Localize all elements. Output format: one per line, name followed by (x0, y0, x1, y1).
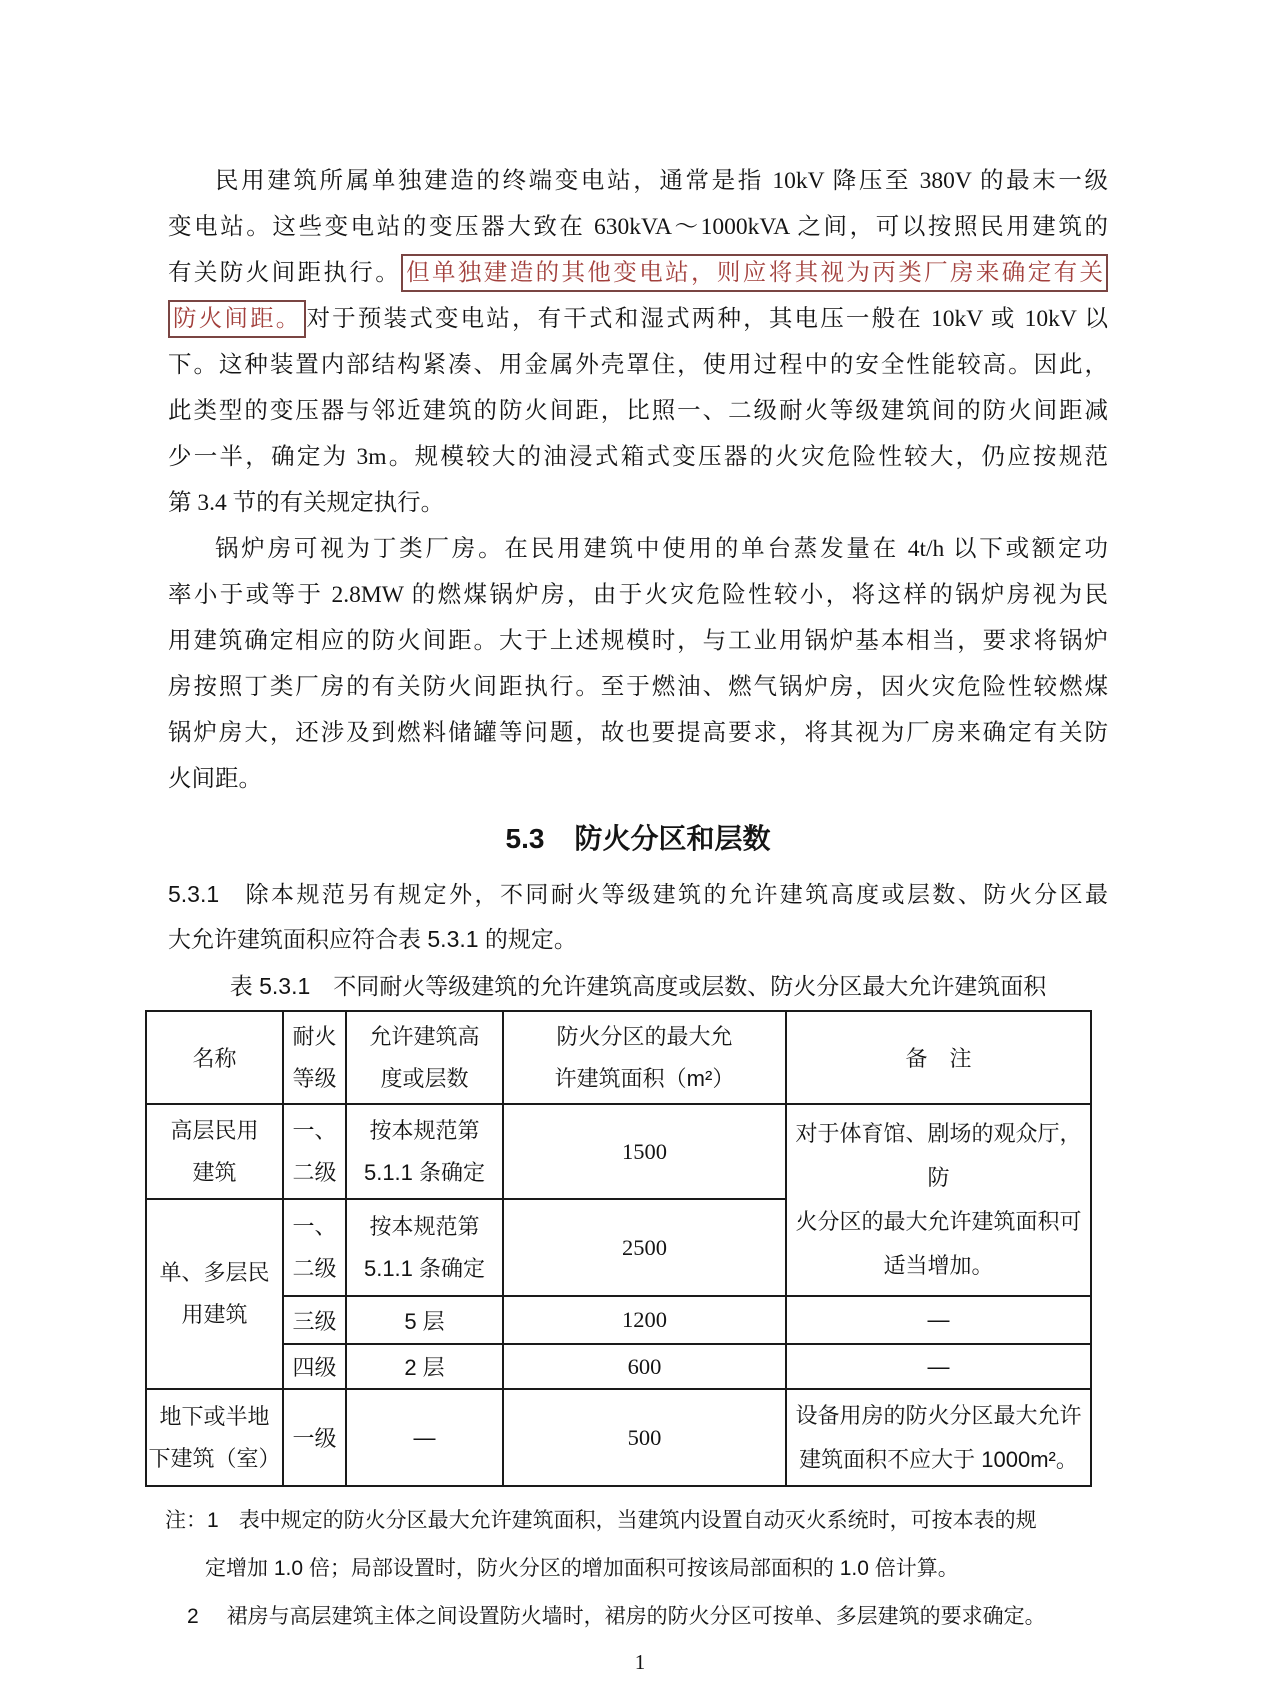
table-row (146, 1344, 1091, 1389)
clause-number: 5.3.1 (168, 881, 220, 907)
note2-line1: 2 裙房与高层建筑主体之间设置防火墙时，裙房的防火分区可按单、多层建筑的要求确定。 (187, 1605, 1046, 1628)
header-remark: 备 注 (786, 1011, 1091, 1104)
note1-line1: 注：1 表中规定的防火分区最大允许建筑面积，当建筑内设置自动灭火系统时，可按本表的规 (165, 1509, 1037, 1532)
cell-area: 1200 (503, 1296, 786, 1344)
body-text (168, 158, 1108, 802)
cell-rating: 四级 (283, 1344, 346, 1389)
cell-area: 1500 (503, 1104, 786, 1199)
table-row (146, 1296, 1091, 1344)
paragraph1-line1: 民用建筑所属单独建造的终端变电站，通常是指 10kV 降压至 380V 的最末一级 (215, 168, 1108, 194)
paragraph2-line4: 房按照丁类厂房的有关防火间距执行。至于燃油、燃气锅炉房，因火灾危险性较燃煤 (168, 674, 1108, 700)
clause-line2: 大允许建筑面积应符合表 5.3.1 的规定。 (168, 926, 577, 952)
cell-remark-dash: — (786, 1344, 1091, 1389)
table-row (146, 1389, 1091, 1486)
cell-name-highrise: 高层民用 建筑 (146, 1104, 283, 1199)
header-fire-rating: 耐火 等级 (283, 1011, 346, 1104)
paragraph1-line3-normal: 有关防火间距执行。 (168, 260, 402, 286)
section-number: 5.3 (505, 823, 545, 854)
header-max-area: 防火分区的最大允 许建筑面积（m²） (503, 1011, 786, 1104)
cell-height: 按本规范第 5.1.1 条确定 (346, 1104, 503, 1199)
paragraph2-line2: 率小于或等于 2.8MW 的燃煤锅炉房，由于火灾危险性较小，将这样的锅炉房视为民 (168, 582, 1108, 608)
paragraph2-line1: 锅炉房可视为丁类厂房。在民用建筑中使用的单台蒸发量在 4t/h 以下或额定功 (215, 536, 1108, 562)
table-notes (165, 1497, 1120, 1641)
note2-label: 2 (187, 1605, 199, 1628)
header-allowed-height: 允许建筑高 度或层数 (346, 1011, 503, 1104)
note1-label: 注：1 (165, 1509, 219, 1532)
table-row (146, 1104, 1091, 1199)
page-number: 1 (634, 1650, 646, 1674)
paragraph2-line5: 锅炉房大，还涉及到燃料储罐等问题，故也要提高要求，将其视为厂房来确定有关防 (168, 720, 1108, 746)
table-caption: 表 5.3.1 不同耐火等级建筑的允许建筑高度或层数、防火分区最大允许建筑面积 (229, 973, 1047, 999)
cell-height: 2 层 (346, 1344, 503, 1389)
cell-remark-row5: 设备用房的防火分区最大允许 建筑面积不应大于 1000m²。 (786, 1389, 1091, 1486)
paragraph2-line6: 火间距。 (168, 766, 262, 792)
cell-name-multistorey: 单、多层民 用建筑 (146, 1199, 283, 1389)
cell-name-underground: 地下或半地 下建筑（室） (146, 1389, 283, 1486)
table-5-3-1 (145, 1010, 1092, 1487)
cell-remark-dash: — (786, 1296, 1091, 1344)
cell-rating: 三级 (283, 1296, 346, 1344)
cell-area: 2500 (503, 1199, 786, 1296)
section-heading (168, 816, 1108, 862)
clause-5-3-1 (168, 872, 1108, 962)
paragraph1-line5: 下。这种装置内部结构紧凑、用金属外壳罩住，使用过程中的安全性能较高。因此， (168, 352, 1108, 378)
paragraph1-line8: 第 3.4 节的有关规定执行。 (168, 490, 445, 516)
cell-remark-rows1-2: 对于体育馆、剧场的观众厅，防 火分区的最大允许建筑面积可 适当增加。 (786, 1104, 1091, 1296)
cell-area: 500 (503, 1389, 786, 1486)
section-title: 防火分区和层数 (574, 823, 771, 854)
header-name: 名称 (146, 1011, 283, 1104)
paragraph1-line2: 变电站。这些变电站的变压器大致在 630kVA～1000kVA 之间，可以按照民用建筑的 (168, 214, 1108, 240)
cell-height: — (346, 1389, 503, 1486)
cell-height: 按本规范第 5.1.1 条确定 (346, 1199, 503, 1296)
note1-line2: 定增加 1.0 倍；局部设置时，防火分区的增加面积可按该局部面积的 1.0 倍计算。 (205, 1557, 959, 1580)
highlighted-red-text: 但单独建造的其他变电站，则应将其视为丙类厂房来确定有关 (401, 254, 1108, 292)
clause-line1-text: 除本规范另有规定外，不同耐火等级建筑的允许建筑高度或层数、防火分区最 (243, 881, 1108, 907)
paragraph1-line7: 少一半，确定为 3m。规模较大的油浸式箱式变压器的火灾危险性较大，仍应按规范 (168, 444, 1108, 470)
cell-area: 600 (503, 1344, 786, 1389)
cell-rating: 一级 (283, 1389, 346, 1486)
highlighted-red-text: 防火间距。 (168, 300, 306, 338)
cell-rating: 一、 二级 (283, 1104, 346, 1199)
paragraph1-line6: 此类型的变压器与邻近建筑的防火间距，比照一、二级耐火等级建筑间的防火间距减 (168, 398, 1108, 424)
clause-line1 (168, 872, 1108, 917)
paragraph1-line4 (168, 296, 1108, 342)
cell-rating: 一、 二级 (283, 1199, 346, 1296)
table-header-row (146, 1011, 1091, 1104)
paragraph1-line3 (168, 250, 1108, 296)
paragraph1-line4-normal: 对于预装式变电站，有干式和湿式两种，其电压一般在 10kV 或 10kV 以 (306, 306, 1109, 332)
paragraph2-line3: 用建筑确定相应的防火间距。大于上述规模时，与工业用锅炉基本相当，要求将锅炉 (168, 628, 1108, 654)
cell-height: 5 层 (346, 1296, 503, 1344)
